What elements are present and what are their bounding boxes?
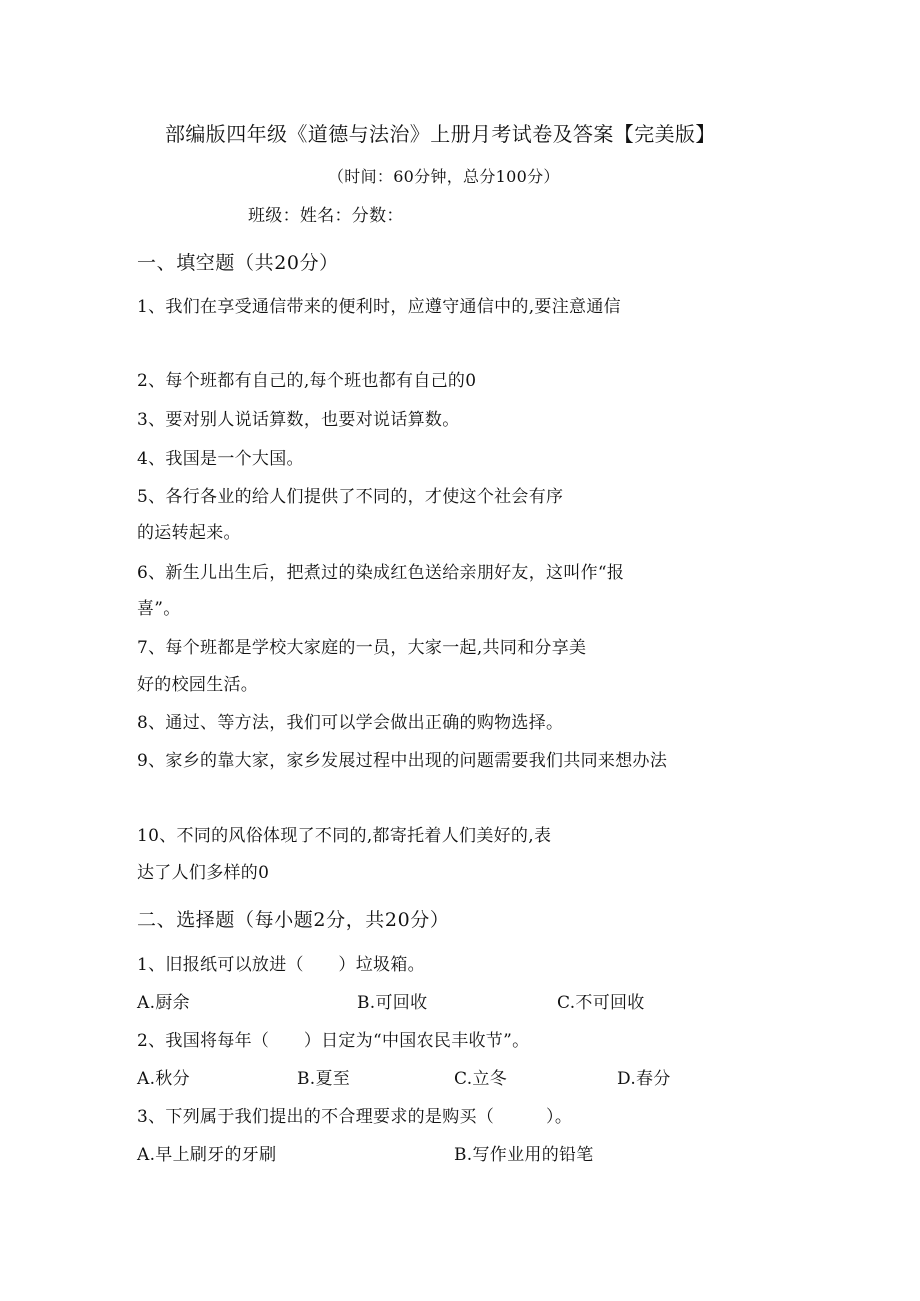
fill-question-7-cont: 好的校园生活。 (137, 675, 259, 695)
choice-question-1: 1、旧报纸可以放进（ ）垃圾箱。 (137, 955, 425, 975)
choice-3-option-b: B.写作业用的铅笔 (454, 1145, 594, 1165)
choice-1-option-b: B.可回收 (357, 993, 428, 1013)
fill-question-3: 3、要对别人说话算数，也要对说话算数。 (137, 410, 460, 430)
choice-2-option-a: A.秋分 (137, 1069, 190, 1089)
choice-question-2: 2、我国将每年（ ）日定为“中国农民丰收节”。 (137, 1031, 530, 1051)
fill-question-2: 2、每个班都有自己的,每个班也都有自己的0 (137, 371, 477, 391)
choice-3-option-a: A.早上刷牙的牙刷 (137, 1145, 277, 1165)
choice-2-option-c: C.立冬 (454, 1069, 508, 1089)
section-2-heading: 二、选择题（每小题2分，共20分） (137, 909, 450, 931)
section-1-heading: 一、填空题（共20分） (137, 252, 339, 274)
fill-question-8: 8、通过、等方法，我们可以学会做出正确的购物选择。 (137, 713, 564, 733)
choice-1-option-c: C.不可回收 (557, 993, 645, 1013)
document-title: 部编版四年级《道德与法治》上册月考试卷及答案【完美版】 (165, 122, 716, 146)
choice-2-option-b: B.夏至 (297, 1069, 351, 1089)
time-info: （时间：60分钟，总分100分） (328, 167, 560, 186)
fill-question-1: 1、我们在享受通信带来的便利时，应遵守通信中的,要注意通信 (137, 297, 621, 317)
fill-question-5: 5、各行各业的给人们提供了不同的，才使这个社会有序 (137, 487, 564, 507)
choice-question-3: 3、下列属于我们提出的不合理要求的是购买（ ）。 (137, 1107, 573, 1127)
fill-question-5-cont: 的运转起来。 (137, 523, 241, 543)
fill-question-4: 4、我国是一个大国。 (137, 449, 304, 469)
fill-question-9: 9、家乡的靠大家，家乡发展过程中出现的问题需要我们共同来想办法 (137, 751, 668, 771)
fill-question-10-cont: 达了人们多样的0 (137, 863, 270, 883)
choice-1-option-a: A.厨余 (137, 993, 190, 1013)
choice-2-option-d: D.春分 (617, 1069, 671, 1089)
fill-question-10: 10、不同的风俗体现了不同的,都寄托着人们美好的,表 (137, 826, 552, 846)
fill-question-7: 7、每个班都是学校大家庭的一员，大家一起,共同和分享美 (137, 638, 587, 658)
fill-question-6-cont: 喜”。 (137, 599, 181, 619)
fill-question-6: 6、新生儿出生后，把煮过的染成红色送给亲朋好友，这叫作“报 (137, 563, 625, 583)
class-name-score-line: 班级：姓名：分数： (248, 206, 404, 226)
